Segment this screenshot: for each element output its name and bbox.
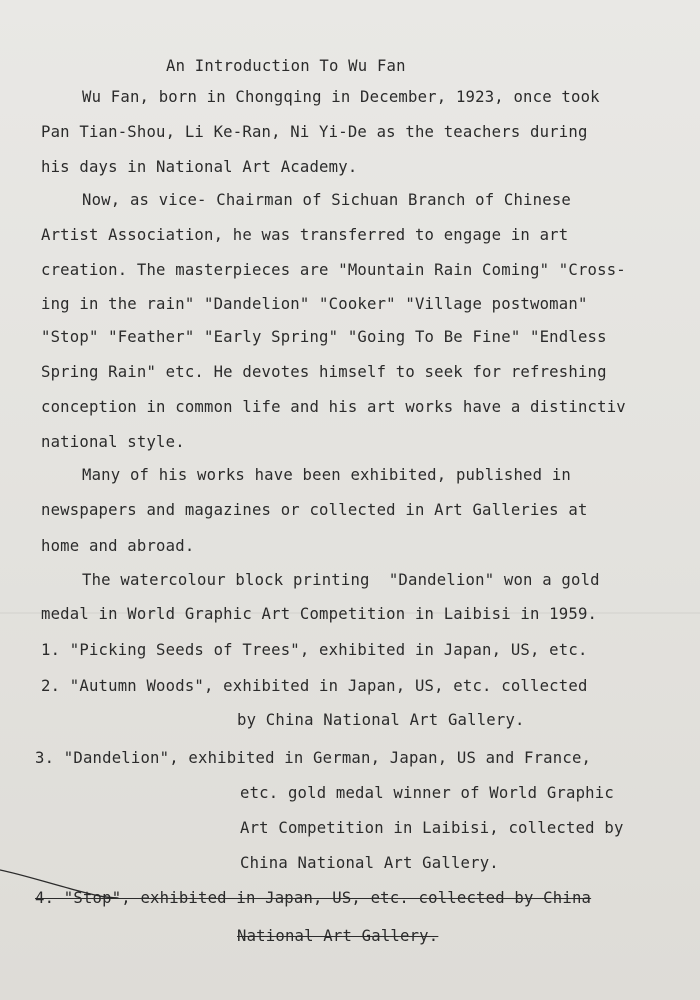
paragraph-1-line-2: Pan Tian-Shou, Li Ke-Ran, Ni Yi-De as the teachers during [41, 123, 588, 141]
paragraph-2-line-8: national style. [41, 433, 185, 451]
list-item-3-continuation-3: China National Art Gallery. [240, 854, 499, 872]
paragraph-3-line-1: Many of his works have been exhibited, published in [82, 466, 571, 484]
list-item-3-continuation-1: etc. gold medal winner of World Graphic [240, 784, 614, 802]
paragraph-1-line-1: Wu Fan, born in Chongqing in December, 1923, once took [82, 88, 600, 106]
document-title: An Introduction To Wu Fan [166, 57, 406, 75]
list-item-1: 1. "Picking Seeds of Trees", exhibited in Japan, US, etc. [41, 641, 588, 659]
list-item-4-struck: 4. "Stop", exhibited in Japan, US, etc. collected by China [35, 889, 592, 907]
paragraph-2-line-3: creation. The masterpieces are "Mountain Rain Coming" "Cross- [41, 261, 626, 279]
paragraph-2-line-4: ing in the rain" "Dandelion" "Cooker" "Village postwoman" [41, 295, 588, 313]
list-item-3-continuation-2: Art Competition in Laibisi, collected by [240, 819, 624, 837]
list-item-2: 2. "Autumn Woods", exhibited in Japan, US, etc. collected [41, 677, 588, 695]
paragraph-4-line-1: The watercolour block printing "Dandelion" won a gold [82, 571, 600, 589]
list-item-4-continuation-struck: National Art Gallery. [237, 927, 439, 945]
paragraph-1-line-3: his days in National Art Academy. [41, 158, 358, 176]
paragraph-2-line-5: "Stop" "Feather" "Early Spring" "Going To Be Fine" "Endless [41, 328, 607, 346]
paragraph-4-line-2: medal in World Graphic Art Competition in Laibisi in 1959. [41, 605, 598, 623]
list-item-2-continuation: by China National Art Gallery. [237, 711, 525, 729]
paragraph-2-line-7: conception in common life and his art works have a distinctiv [41, 398, 626, 416]
paragraph-3-line-2: newspapers and magazines or collected in Art Galleries at [41, 501, 588, 519]
paragraph-2-line-6: Spring Rain" etc. He devotes himself to seek for refreshing [41, 363, 607, 381]
paragraph-2-line-1: Now, as vice- Chairman of Sichuan Branch of Chinese [82, 191, 571, 209]
list-item-3: 3. "Dandelion", exhibited in German, Japan, US and France, [35, 749, 592, 767]
pen-strike-mark [0, 864, 120, 904]
paragraph-2-line-2: Artist Association, he was transferred to engage in art [41, 226, 569, 244]
paragraph-3-line-3: home and abroad. [41, 537, 195, 555]
